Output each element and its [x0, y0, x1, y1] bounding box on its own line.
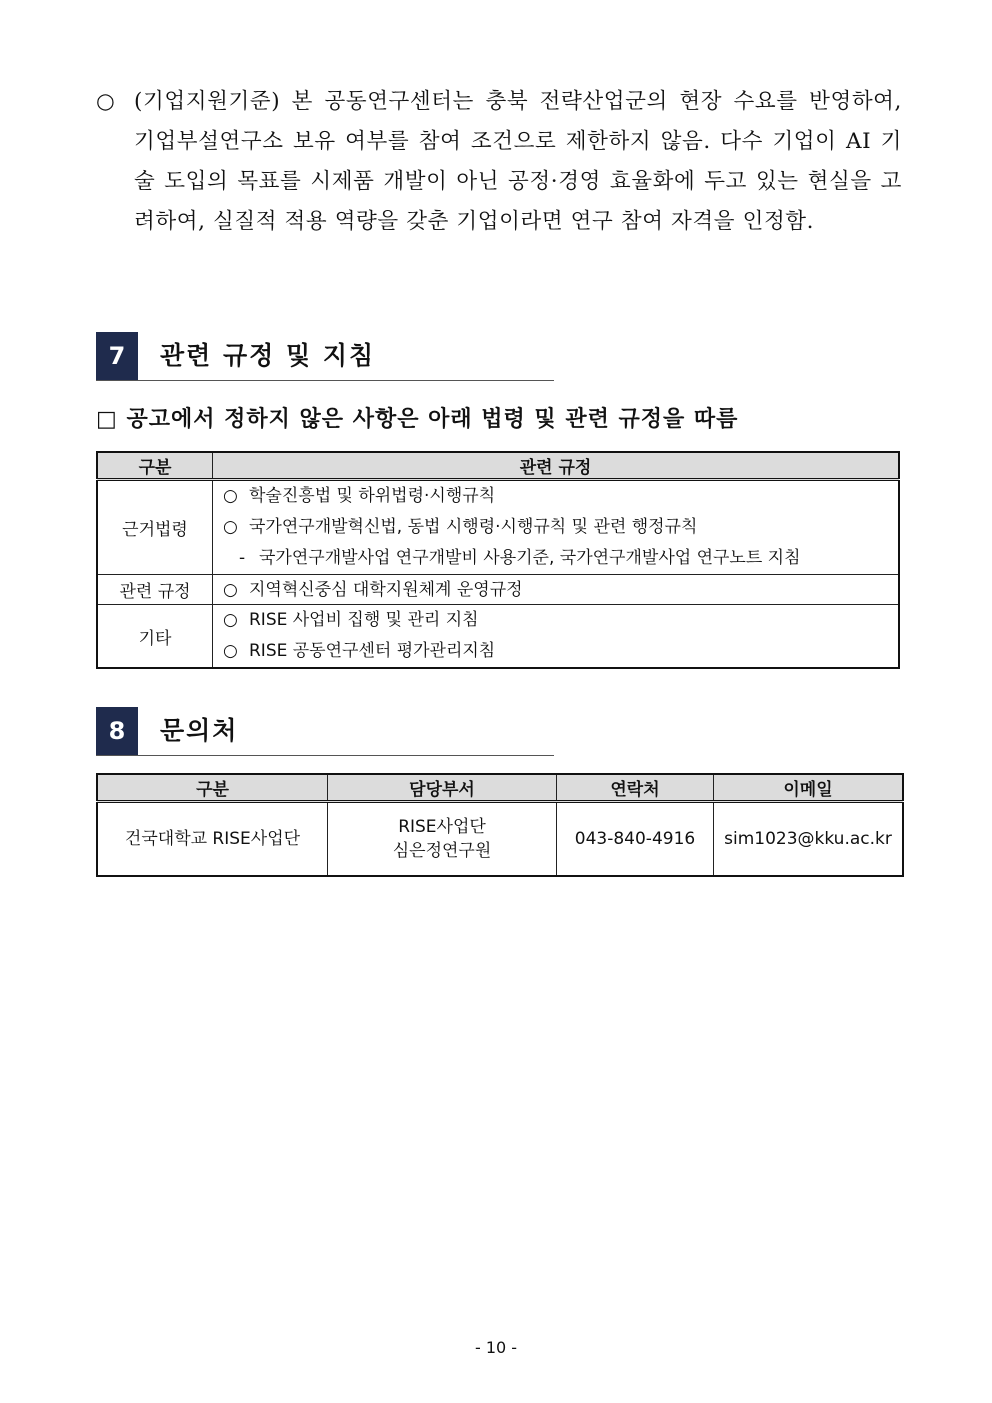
- intro-bullet: ○: [96, 89, 115, 114]
- contact-table: [96, 773, 904, 877]
- row-items: [213, 605, 900, 669]
- section-7-title: 관련 규정 및 지침: [160, 341, 376, 370]
- list-item: ○ 학술진흥법 및 하위법령·시행규칙: [223, 481, 898, 512]
- list-item: ○ 지역혁신중심 대학지원체계 운영규정: [223, 576, 898, 604]
- section-7-header: [96, 332, 554, 381]
- row-items: [213, 480, 900, 575]
- intro-text: (기업지원기준) 본 공동연구센터는 충북 전략산업군의 현장 수요를 반영하여, 기업부설연구소 보유 여부를 참여 조건으로 제한하지 않음. 다수 기업이 AI 기술 도입의 목표를 시제품 개발이 아닌 공정·경영 효율화에 두고 있는 현실을 고려하여, 실질적 적용 역량을 갖춘 기업이라면 연구 참여 자격을 인정함.: [134, 89, 902, 234]
- header-category: 구분: [97, 452, 213, 480]
- header-department: 담당부서: [328, 774, 557, 802]
- row-items: [213, 575, 900, 605]
- contact-department: [328, 802, 557, 877]
- list-item: ○ 국가연구개발혁신법, 동법 시행령·시행규칙 및 관련 행정규칙: [223, 512, 898, 543]
- bullet-icon: ○: [223, 517, 238, 537]
- header-phone: 연락처: [557, 774, 714, 802]
- list-item: ○ RISE 사업비 집행 및 관리 지침: [223, 605, 898, 636]
- section-7-note: □ 공고에서 정하지 않은 사항은 아래 법령 및 관련 규정을 따름: [96, 407, 739, 432]
- list-item: - 국가연구개발사업 연구개발비 사용기준, 국가연구개발사업 연구노트 지침: [223, 543, 898, 574]
- regulations-table: [96, 451, 900, 669]
- list-item: ○ RISE 공동연구센터 평가관리지침: [223, 636, 898, 667]
- table-row: [97, 802, 903, 877]
- department-name: RISE사업단: [398, 817, 486, 837]
- header-email: 이메일: [714, 774, 904, 802]
- dash-icon: -: [239, 548, 246, 568]
- contact-phone: 043-840-4916: [557, 802, 714, 877]
- table-row: [97, 575, 899, 605]
- table-header-row: [97, 452, 899, 480]
- header-regulation: 관련 규정: [213, 452, 900, 480]
- intro-paragraph: [96, 82, 902, 242]
- row-category: 관련 규정: [97, 575, 213, 605]
- page-number: - 10 -: [474, 1338, 518, 1357]
- bullet-icon: ○: [223, 486, 238, 506]
- row-category: 근거법령: [97, 480, 213, 575]
- bullet-icon: ○: [223, 579, 238, 600]
- bullet-icon: ○: [223, 641, 238, 661]
- contact-person: 심은정연구원: [392, 841, 492, 861]
- bullet-icon: ○: [223, 610, 238, 630]
- section-8-title: 문의처: [160, 716, 239, 745]
- contact-org: 건국대학교 RISE사업단: [97, 802, 328, 877]
- header-category: 구분: [97, 774, 328, 802]
- contact-email: sim1023@kku.ac.kr: [714, 802, 904, 877]
- row-category: 기타: [97, 605, 213, 669]
- section-8-header: [96, 707, 554, 756]
- table-header-row: [97, 774, 903, 802]
- table-row: [97, 605, 899, 669]
- table-row: [97, 480, 899, 575]
- section-8-number: 8: [96, 707, 138, 755]
- section-7-number: 7: [96, 332, 138, 380]
